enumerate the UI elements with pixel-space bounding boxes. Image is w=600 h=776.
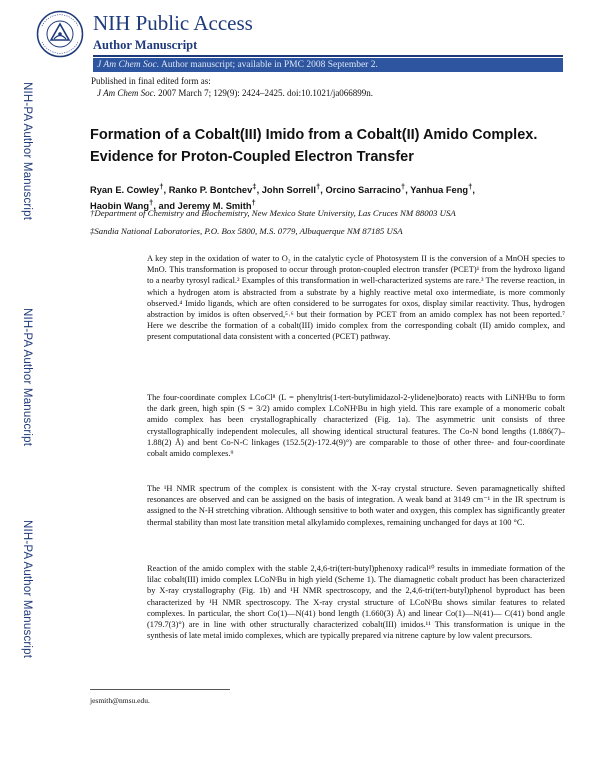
header-title: NIH Public Access bbox=[93, 11, 253, 35]
article-title bbox=[90, 124, 570, 168]
author-mark: ‡ bbox=[252, 182, 257, 191]
sidebar-manuscript-label: NIH-PA Author Manuscript bbox=[21, 82, 33, 221]
affiliation: †Department of Chemistry and Biochemistry, New Mexico State University, Las Cruces NM 88003 USA bbox=[90, 208, 456, 218]
author-name: Yanhua Feng bbox=[410, 185, 469, 196]
author-mark: † bbox=[159, 182, 164, 191]
author-list: Ryan E. Cowley†, Ranko P. Bontchev‡, John Sorrell†, Orcino Sarracino†, Yanhua Feng†, Haobin Wang†, and Jeremy M. Smith† bbox=[90, 182, 475, 211]
publication-citation bbox=[97, 88, 373, 98]
header-subtitle: Author Manuscript bbox=[93, 38, 198, 52]
title-line: Formation of a Cobalt(III) Imido from a Cobalt(II) Amido Complex. bbox=[90, 127, 538, 143]
body-paragraph: The ¹H NMR spectrum of the complex is consistent with the X-ray crystal structure. Seven paramagnetically shifted resonances are observed and can be assigned on the basis of integration. A weak band at 3149 cm⁻¹ in the IR spectrum is assigned to the N-H stretching vibration. Although sensitive to both water and oxygen, this complex has significantly greater thermal stability than most late transition metal alkylamido complexes, remaining unchanged for days at 100 °C. bbox=[147, 484, 565, 527]
author-mark: † bbox=[149, 197, 154, 207]
publication-label: Published in final edited form as: bbox=[91, 76, 211, 86]
citation-details: 2007 March 7; 129(9): 2424–2425. doi:10.1021/ja066899n. bbox=[158, 88, 374, 98]
author-conjunction: and bbox=[158, 200, 176, 211]
banner-text: Author manuscript; available in PMC 2008 September 2. bbox=[160, 60, 378, 70]
nih-seal-logo bbox=[36, 10, 84, 58]
author-name: Orcino Sarracino bbox=[325, 185, 401, 196]
citation-journal: J Am Chem Soc. bbox=[97, 88, 156, 98]
author-name: Jeremy M. Smith bbox=[177, 200, 252, 211]
banner-journal: J Am Chem Soc. bbox=[97, 60, 160, 70]
author-name: Ranko P. Bontchev bbox=[168, 185, 253, 196]
author-mark: † bbox=[251, 197, 256, 207]
header-banner bbox=[93, 58, 563, 72]
sidebar-manuscript-label: NIH-PA Author Manuscript bbox=[21, 520, 33, 659]
author-mark: † bbox=[400, 182, 406, 191]
footnote-email: jesmith@nmsu.edu. bbox=[90, 696, 150, 705]
body-paragraph: The four-coordinate complex LCoCl⁸ (L = phenyltris(1-tert-butylimidazol-2-ylidene)borato) reacts with LiNHᵗBu to form the dark green, high spin (S = 3/2) amido complex LCoNHᵗBu in high yield. This rare example of a monomeric cobalt amido complex has been crystallographically characterized (Fig. 1a). The asymmetric unit consists of three crystallographically independent molecules, all showing identical structural features. The Co-N bond lengths (1.886(7)–1.88(2) Å) and bent Co-N-C linkages (152.5(2)-172.4(9)°) are comparable to those of other three- and four-coordinate cobalt amido complexes.⁹ bbox=[147, 393, 565, 459]
author-name: Haobin Wang bbox=[90, 200, 150, 211]
affiliation: ‡Sandia National Laboratories, P.O. Box 5800, M.S. 0779, Albuquerque NM 87185 USA bbox=[90, 226, 403, 236]
author-name: John Sorrell bbox=[261, 185, 316, 196]
body-paragraph: Reaction of the amido complex with the stable 2,4,6-tri(tert-butyl)phenoxy radical¹⁰ results in immediate formation of the lilac cobalt(III) imido complex LCoNᵗBu in high yield (Scheme 1). The diamagnetic cobalt product has been characterized by X-ray crystallography (Fig. 1b) and ¹H NMR spectroscopy, and the 2,4,6-tri(tert-butyl)phenol byproduct has been characterized by ¹H NMR spectroscopy. The X-ray crystal structure of LCoNᵗBu shows similar features to related complexes. In particular, the short Co(1)—N(41) bond length (1.660(3) Å) and linear Co(1)—N(41)— C(41) bond angle (179.7(3)°) are in line with other structurally characterized cobalt(III) imidos.¹¹ This transformation is unique in the synthesis of late metal imido complexes, which are typically prepared via nitrene capture by low valent precursors. bbox=[147, 564, 565, 641]
sidebar-manuscript-label: NIH-PA Author Manuscript bbox=[21, 308, 33, 447]
footnote-rule bbox=[90, 689, 230, 690]
author-name: Ryan E. Cowley bbox=[90, 185, 160, 196]
author-mark: † bbox=[315, 182, 321, 191]
title-line: Evidence for Proton-Coupled Electron Transfer bbox=[90, 149, 414, 165]
author-mark: † bbox=[468, 182, 473, 191]
body-paragraph: A key step in the oxidation of water to O₂ in the catalytic cycle of Photosystem II is the conversion of a MnOH species to MnO. This transformation is proposed to occur through proton-coupled electron transfer (PCET)¹ from the hydroxo ligand to a nearby tyrosyl radical.² Examples of this transformation in well-characterized systems are rare.³ The reverse reaction, in which a hydrogen atom is abstracted from a substrate by a highly reactive metal oxo intermediate, is more commonly observed.⁴ Imido ligands, which are often considered to be surrogates for oxos, display similar reactivity. Thus, hydrogen abstraction by imidos is often observed,⁵˒⁶ but their formation by PCET from an amido complex has not been reported.⁷ Here we describe the formation of a cobalt(III) imido complex from the corresponding cobalt (II) amido complex, and present computational data consistent with a concerted (PCET) pathway. bbox=[147, 254, 565, 342]
header-rule bbox=[93, 55, 563, 57]
